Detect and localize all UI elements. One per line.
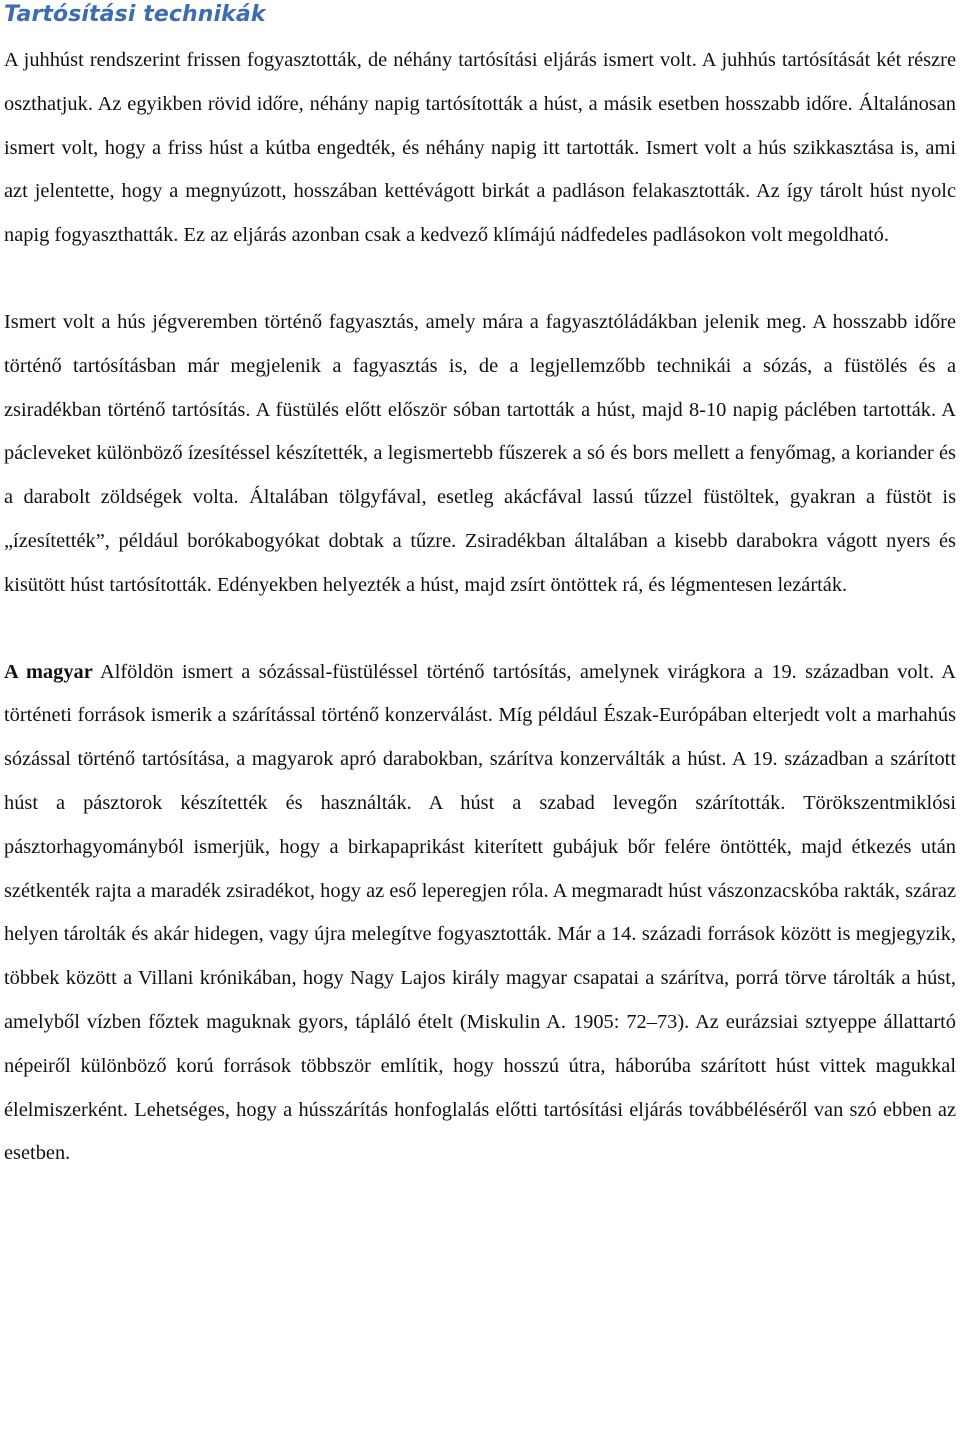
paragraph-1: A juhhúst rendszerint frissen fogyasztották, de néhány tartósítási eljárás ismert volt. A juhhús tartósítását két részre oszthatjuk. Az egyikben rövid időre, néhány napig tartósították a húst, a másik esetben hosszabb időre. Általánosan ismert volt, hogy a friss húst a kútba engedték, és néhány napig itt tartották. Ismert volt a hús szikkasztása is, ami azt jelentette, hogy a megnyúzott, hosszában kettévágott birkát a padláson felakasztották. Az így tárolt húst nyolc napig fogyaszthatták. Ez az eljárás azonban csak a kedvező klímájú nádfedeles padlásokon volt megoldható.	[4, 49, 956, 247]
section-heading: Tartósítási technikák	[4, 2, 266, 27]
paragraph-3-bold-lead: A magyar	[4, 660, 93, 683]
paragraph-3	[4, 651, 956, 1177]
document-page	[4, 0, 956, 1176]
paragraph-3-text: Alföldön ismert a sózással-füstüléssel történő tartósítás, amelynek virágkora a 19. században volt. A történeti források ismerik a szárítással történő konzerválást. Míg például Észak-Európában elterjedt volt a marhahús sózással történő tartósítása, a magyarok apró darabokban, szárítva konzerválták a húst. A 19. században a szárított húst a pásztorok készítették és használták. A húst a szabad levegőn szárították. Törökszentmiklósi pásztorhagyományból ismerjük, hogy a birkapaprikást kiterített gubájuk bőr felére öntötték, majd étkezés után szétkenték rajta a maradék zsiradékot, hogy az eső leperegjen róla. A megmaradt húst vászonzacskóba rakták, száraz helyen tárolták és akár hidegen, vagy újra melegítve fogyasztották. Már a 14. századi források között is megjegyzik, többek között a Villani krónikában, hogy Nagy Lajos király magyar csapatai a szárítva, porrá törve tárolták a húst, amelyből vízben főztek maguknak gyors, tápláló ételt (Miskulin A. 1905: 72–73). Az eurázsiai sztyeppe állattartó népeiről különböző korú források többször említik, hogy hosszú útra, háborúba szárított húst vittek magukkal élelmiszerként. Lehetséges, hogy a hússzárítás honfoglalás előtti tartósítási eljárás továbbéléséről van szó ebben az esetben.	[4, 660, 956, 1165]
paragraph-2: Ismert volt a hús jégveremben történő fagyasztás, amely mára a fagyasztóládákban jelenik meg. A hosszabb időre történő tartósításban már megjelenik a fagyasztás is, de a legjellemzőbb technikái a sózás, a füstölés és a zsiradékban történő tartósítás. A füstülés előtt először sóban tartották a húst, majd 8-10 napig páclében tartották. A pácleveket különböző ízesítéssel készítették, a legismertebb fűszerek a só és bors mellett a fenyőmag, a koriander és a darabolt zöldségek volta. Általában tölgyfával, esetleg akácfával lassú tűzzel füstöltek, gyakran a füstöt is „ízesítették”, például borókabogyókat dobtak a tűzre. Zsiradékban általában a kisebb darabokra vágott nyers és kisütött húst tartósították. Edényekben helyezték a húst, majd zsírt öntöttek rá, és légmentesen lezárták.	[4, 310, 956, 596]
